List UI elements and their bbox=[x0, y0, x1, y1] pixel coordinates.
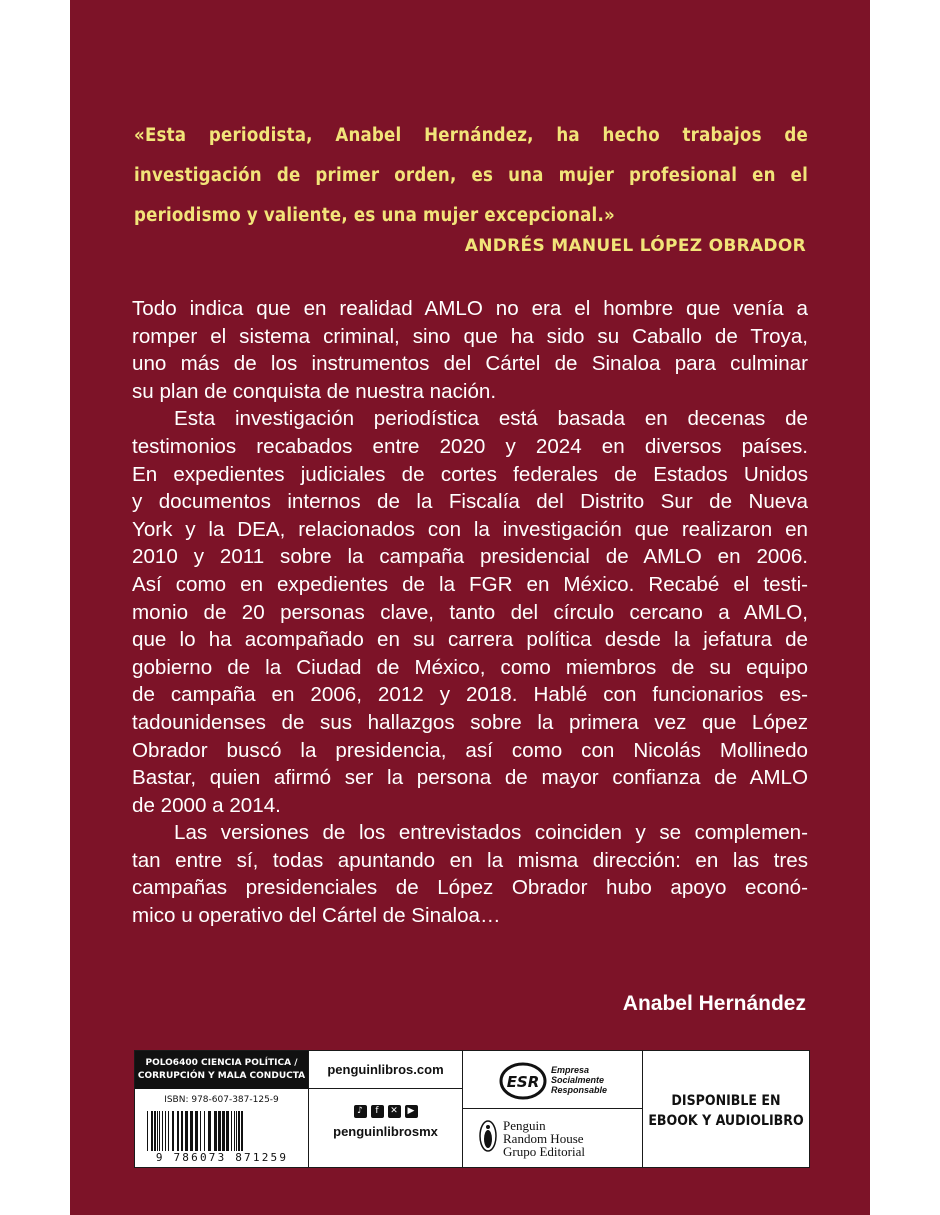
publisher-line: Grupo Editorial bbox=[503, 1144, 585, 1159]
synopsis-line: monio de 20 personas clave, tanto del círculo cercano a AMLO, bbox=[132, 600, 808, 624]
synopsis-line: Bastar, quien afirmó ser la persona de mayor confianza de AMLO bbox=[132, 766, 808, 790]
footer-info-bar bbox=[134, 1050, 810, 1168]
synopsis-line: gobierno de la Ciudad de México, como miembros de su equipo bbox=[132, 655, 808, 679]
web-panel bbox=[309, 1051, 463, 1167]
social-icons bbox=[309, 1105, 462, 1118]
esr-logo-text: ESR bbox=[506, 1073, 540, 1091]
category-line: POLO6400 CIENCIA POLÍTICA / bbox=[145, 1058, 298, 1068]
author-signature: Anabel Hernández bbox=[622, 992, 806, 1015]
quote-line: «Esta periodista, Anabel Hernández, ha hecho trabajos de bbox=[134, 125, 808, 146]
availability-line: DISPONIBLE EN bbox=[671, 1093, 781, 1109]
publisher-panel bbox=[463, 1051, 643, 1167]
synopsis-line: York y la DEA, relacionados con la investigación que realizaron en bbox=[132, 517, 808, 541]
synopsis-line: uno más de los instrumentos del Cártel de Sinaloa para culminar bbox=[132, 352, 808, 376]
synopsis-line: tadounidenses de sus hallazgos sobre la primera vez que López bbox=[132, 710, 808, 734]
barcode-number: 9 786073 871259 bbox=[155, 1151, 289, 1164]
synopsis-line: que lo ha acompañado en su carrera política desde la jefatura de bbox=[132, 628, 808, 652]
facebook-icon[interactable]: f bbox=[371, 1105, 384, 1118]
synopsis-line: de campaña en 2006, 2012 y 2018. Hablé con funcionarios es- bbox=[132, 683, 808, 707]
website-link[interactable]: penguinlibros.com bbox=[309, 1051, 462, 1089]
esr-line: Empresa bbox=[551, 1065, 590, 1075]
penguin-icon bbox=[479, 1119, 497, 1153]
youtube-icon[interactable]: ▶ bbox=[405, 1105, 418, 1118]
synopsis-line: tan entre sí, todas apuntando en la misma dirección: en las tres bbox=[132, 848, 808, 872]
barcode-image bbox=[147, 1111, 297, 1151]
synopsis-line: romper el sistema criminal, sino que ha sido su Caballo de Troya, bbox=[132, 324, 808, 348]
synopsis-line: Las versiones de los entrevistados coinciden y se complemen- bbox=[174, 821, 808, 845]
synopsis-line: mico u operativo del Cártel de Sinaloa… bbox=[132, 904, 501, 928]
x-icon[interactable]: ✕ bbox=[388, 1105, 401, 1118]
availability-line: EBOOK Y AUDIOLIBRO bbox=[648, 1113, 804, 1129]
synopsis-line: Obrador buscó la presidencia, así como con Nicolás Mollinedo bbox=[132, 738, 808, 762]
esr-line: Responsable bbox=[551, 1085, 608, 1095]
book-back-cover bbox=[70, 0, 870, 1215]
publisher-line: Random House bbox=[503, 1131, 584, 1146]
quote-author: ANDRÉS MANUEL LÓPEZ OBRADOR bbox=[464, 236, 806, 256]
synopsis-text bbox=[132, 295, 808, 930]
synopsis-line: su plan de conquista de nuestra nación. bbox=[132, 379, 497, 403]
synopsis-line: y documentos internos de la Fiscalía del Distrito Sur de Nueva bbox=[132, 490, 808, 514]
synopsis-line: Esta investigación periodística está basada en decenas de bbox=[174, 407, 808, 431]
synopsis-line: 2010 y 2011 sobre la campaña presidencial de AMLO en 2006. bbox=[132, 545, 808, 569]
synopsis-line: testimonios recabados entre 2020 y 2024 en diversos países. bbox=[132, 434, 808, 458]
availability-panel bbox=[643, 1051, 809, 1167]
esr-badge bbox=[463, 1051, 642, 1109]
esr-line: Socialmente bbox=[551, 1075, 605, 1085]
esr-logo-icon bbox=[499, 1061, 547, 1101]
publisher-line: Penguin bbox=[503, 1118, 546, 1133]
social-handle[interactable]: penguinlibrosmx bbox=[333, 1124, 438, 1139]
synopsis-line: Todo indica que en realidad AMLO no era el hombre que venía a bbox=[132, 297, 808, 320]
penguin-random-house-logo bbox=[463, 1109, 642, 1167]
esr-label bbox=[551, 1065, 607, 1095]
tiktok-icon[interactable]: ♪ bbox=[354, 1105, 367, 1118]
synopsis-line: En expedientes judiciales de cortes federales de Estados Unidos bbox=[132, 462, 808, 486]
availability-text bbox=[643, 1091, 809, 1131]
endorsement-quote bbox=[134, 116, 808, 236]
isbn-text: ISBN: 978-607-387-125-9 bbox=[164, 1095, 279, 1105]
barcode-panel bbox=[135, 1051, 309, 1167]
quote-line: investigación de primer orden, es una mujer profesional en el bbox=[134, 165, 808, 186]
quote-line: periodismo y valiente, es una mujer excepcional.» bbox=[134, 205, 615, 226]
synopsis-line: campañas presidenciales de López Obrador hubo apoyo econó- bbox=[132, 876, 808, 900]
category-line: CORRUPCIÓN Y MALA CONDUCTA bbox=[137, 1071, 306, 1081]
synopsis-line: de 2000 a 2014. bbox=[132, 793, 281, 817]
synopsis-line: Así como en expedientes de la FGR en México. Recabé el testi- bbox=[132, 572, 808, 596]
category-label bbox=[135, 1051, 308, 1089]
publisher-name bbox=[503, 1119, 585, 1158]
